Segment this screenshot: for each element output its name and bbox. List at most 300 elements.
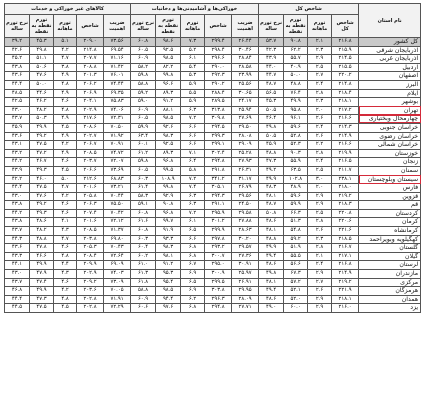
province-name-cell: اردبیل bbox=[359, 63, 421, 72]
value-cell: ۴.۸ bbox=[54, 295, 77, 304]
value-cell: ۷۱.۱۶ bbox=[104, 55, 131, 64]
value-cell: ۲.۸ bbox=[308, 89, 332, 98]
table-row bbox=[5, 244, 421, 253]
value-cell: ۶۷.۳ bbox=[284, 270, 308, 279]
value-cell: ۴.۶ bbox=[54, 158, 77, 167]
value-cell: ۵.۲ bbox=[181, 46, 205, 55]
value-cell: ۹۱.۲ bbox=[156, 261, 181, 270]
value-cell: ۸۹.۳ bbox=[156, 89, 181, 98]
header-sub: تورم نقطه به نقطه bbox=[156, 15, 181, 38]
value-cell: ۲۱۷.۲ bbox=[332, 106, 359, 115]
value-cell: ۴۷.۵ bbox=[30, 141, 54, 150]
value-cell: ۲۹.۵۸ bbox=[232, 209, 259, 218]
header-sub: ضریب اهمیت bbox=[232, 15, 259, 38]
value-cell: ۶.۵ bbox=[181, 227, 205, 236]
value-cell: ۷.۴ bbox=[181, 184, 205, 193]
table-row bbox=[5, 304, 421, 313]
value-cell: ۲.۵ bbox=[308, 166, 332, 175]
province-name-cell: مرکزی bbox=[359, 278, 421, 287]
value-cell: ۹۵.۴ bbox=[156, 278, 181, 287]
table-row bbox=[5, 72, 421, 81]
value-cell: ۲۹۹.۹ bbox=[205, 227, 232, 236]
value-cell: ۲۰۸.۵ bbox=[77, 227, 104, 236]
value-cell: ۴.۴ bbox=[54, 261, 77, 270]
value-cell: ۹۲.۹ bbox=[156, 192, 181, 201]
province-name-cell: خراسان رضوی bbox=[359, 132, 421, 141]
value-cell: ۲۱۴.۸ bbox=[332, 80, 359, 89]
value-cell: ۲.۴ bbox=[308, 80, 332, 89]
value-cell: ۲۰۱.۳ bbox=[77, 72, 104, 81]
value-cell: ۲۸.۰۸ bbox=[232, 132, 259, 141]
value-cell: ۹۰.۸ bbox=[284, 38, 308, 47]
value-cell: ۳۰۱.۲ bbox=[205, 218, 232, 227]
value-cell: ۴۷.۲ bbox=[30, 149, 54, 158]
value-cell: ۲۹۶.۶ bbox=[205, 55, 232, 64]
value-cell: ۴۲.۶ bbox=[5, 46, 30, 55]
value-cell: ۶۰.۶ bbox=[131, 304, 156, 313]
value-cell: ۴۶.۴ bbox=[259, 115, 284, 124]
value-cell: ۲۱۹.۲ bbox=[332, 278, 359, 287]
value-cell: ۵۹.۱ bbox=[131, 201, 156, 210]
value-cell: ۴۶.۸ bbox=[5, 287, 30, 296]
value-cell: ۳۱۳.۸ bbox=[205, 106, 232, 115]
value-cell: ۲۱۶.۸ bbox=[332, 38, 359, 47]
province-name-cell: سمنان bbox=[359, 166, 421, 175]
value-cell: ۹۲.۶ bbox=[156, 123, 181, 132]
value-cell: ۴.۸ bbox=[54, 80, 77, 89]
value-cell: ۲.۴ bbox=[308, 123, 332, 132]
value-cell: ۵۲.۸ bbox=[284, 132, 308, 141]
value-cell: ۵۹.۲ bbox=[284, 235, 308, 244]
value-cell: ۲۰۲.۷ bbox=[77, 132, 104, 141]
value-cell: ۲۹.۵۷ bbox=[232, 244, 259, 253]
value-cell: ۲۲۱.۶ bbox=[332, 227, 359, 236]
value-cell: ۶۰.۳ bbox=[131, 175, 156, 184]
value-cell: ۳۰.۶۵ bbox=[232, 89, 259, 98]
value-cell: ۶۸.۸۳ bbox=[104, 175, 131, 184]
value-cell: ۵۰.۳ bbox=[30, 115, 54, 124]
value-cell: ۶۹.۳۵ bbox=[104, 89, 131, 98]
value-cell: ۶.۳ bbox=[181, 192, 205, 201]
value-cell: ۶۹.۸۰ bbox=[104, 235, 131, 244]
header-province: نام استان bbox=[359, 4, 421, 38]
value-cell: ۵۹.۲ bbox=[131, 89, 156, 98]
value-cell: ۳۹.۲ bbox=[5, 38, 30, 47]
province-name-cell: یزد bbox=[359, 304, 421, 313]
value-cell: ۴۸.۷ bbox=[259, 201, 284, 210]
value-cell: ۷.۳ bbox=[181, 38, 205, 47]
value-cell: ۲۹۴.۵ bbox=[205, 123, 232, 132]
value-cell: ۶.۳ bbox=[181, 201, 205, 210]
value-cell: ۲۵.۵۶ bbox=[232, 80, 259, 89]
province-name-cell: فارس bbox=[359, 184, 421, 193]
value-cell: ۵.۸ bbox=[181, 166, 205, 175]
province-name-cell: قم bbox=[359, 201, 421, 210]
table-row bbox=[5, 132, 421, 141]
table-row bbox=[5, 55, 421, 64]
value-cell: ۲.۶ bbox=[308, 287, 332, 296]
value-cell: ۴.۹ bbox=[54, 72, 77, 81]
value-cell: ۴۹.۲ bbox=[30, 201, 54, 210]
province-name-cell: ایلام bbox=[359, 89, 421, 98]
table-row bbox=[5, 270, 421, 279]
value-cell: ۲۱۴.۹ bbox=[332, 132, 359, 141]
value-cell: ۶۳.۵ bbox=[284, 166, 308, 175]
value-cell: ۲۱۴.۳ bbox=[332, 123, 359, 132]
value-cell: ۷.۲ bbox=[181, 175, 205, 184]
value-cell: ۴.۶ bbox=[54, 98, 77, 107]
value-cell: ۲۹۰.۲ bbox=[205, 80, 232, 89]
value-cell: ۲۲۰.۶ bbox=[332, 218, 359, 227]
value-cell: ۴۹.۹ bbox=[30, 287, 54, 296]
province-name-cell: البرز bbox=[359, 80, 421, 89]
value-cell: ۲۰۸.۸ bbox=[77, 63, 104, 72]
value-cell: ۶۲.۲ bbox=[284, 46, 308, 55]
value-cell: ۵۹.۹ bbox=[131, 123, 156, 132]
value-cell: ۴.۶ bbox=[54, 244, 77, 253]
value-cell: ۶۰.۸ bbox=[131, 209, 156, 218]
value-cell: ۴۳.۳ bbox=[5, 252, 30, 261]
province-name-cell: کل کشور bbox=[359, 38, 421, 47]
value-cell: ۲۰۹.۹ bbox=[77, 261, 104, 270]
value-cell: ۵۰.۶ bbox=[30, 63, 54, 72]
value-cell: ۹۰.۸ bbox=[156, 201, 181, 210]
value-cell: ۴۴.۴ bbox=[5, 80, 30, 89]
value-cell: ۴۴.۰ bbox=[259, 63, 284, 72]
province-name-cell: گیلان bbox=[359, 252, 421, 261]
value-cell: ۵۵.۷ bbox=[284, 55, 308, 64]
value-cell: ۵۲.۱ bbox=[284, 287, 308, 296]
value-cell: ۲.۰ bbox=[308, 184, 332, 193]
value-cell: ۷۰.۴۳ bbox=[104, 244, 131, 253]
table-row bbox=[5, 235, 421, 244]
value-cell: ۹۱.۹ bbox=[156, 227, 181, 236]
value-cell: ۲۱۱.۷ bbox=[332, 166, 359, 175]
value-cell: ۴۸.۶ bbox=[30, 218, 54, 227]
value-cell: ۹۸.۳ bbox=[156, 132, 181, 141]
value-cell: ۲.۴ bbox=[308, 261, 332, 270]
value-cell: ۴۸.۵ bbox=[5, 89, 30, 98]
value-cell: ۹۹.۵ bbox=[156, 166, 181, 175]
value-cell: ۲.۳ bbox=[308, 98, 332, 107]
value-cell: ۹۸.۵ bbox=[156, 287, 181, 296]
value-cell: ۶۳.۴ bbox=[131, 132, 156, 141]
value-cell: ۹۸.۱ bbox=[156, 252, 181, 261]
value-cell: ۸۲.۲ bbox=[156, 63, 181, 72]
value-cell: ۴۹.۹ bbox=[30, 123, 54, 132]
value-cell: ۲۹۴.۸ bbox=[205, 158, 232, 167]
value-cell: ۲.۳ bbox=[308, 46, 332, 55]
value-cell: ۹۸.۵ bbox=[156, 115, 181, 124]
value-cell: ۵۶.۶ bbox=[284, 261, 308, 270]
table-row bbox=[5, 89, 421, 98]
value-cell: ۲۰۶.۹ bbox=[77, 89, 104, 98]
value-cell: ۲۱۸.۵ bbox=[332, 235, 359, 244]
value-cell: ۵۳.۷ bbox=[259, 38, 284, 47]
value-cell: ۲۰۲.۹ bbox=[77, 270, 104, 279]
value-cell: ۴۸.۶ bbox=[259, 295, 284, 304]
value-cell: ۴۸.۶ bbox=[259, 218, 284, 227]
value-cell: ۶.۴ bbox=[181, 158, 205, 167]
header-sub: تورم ماهانه bbox=[54, 15, 77, 38]
province-name-cell: آذربایجان شرقی bbox=[359, 46, 421, 55]
table-row bbox=[5, 184, 421, 193]
value-cell: ۶.۶ bbox=[181, 141, 205, 150]
value-cell: ۲۱۷.۱ bbox=[332, 252, 359, 261]
value-cell: ۶۶.۳ bbox=[284, 209, 308, 218]
value-cell: ۲۷.۳۶ bbox=[232, 252, 259, 261]
value-cell: ۹۱.۲ bbox=[156, 98, 181, 107]
value-cell: ۷۴.۰۶ bbox=[104, 106, 131, 115]
header-sub: نرخ تورم ساله bbox=[5, 15, 30, 38]
value-cell: ۴.۵ bbox=[54, 123, 77, 132]
value-cell: ۷۴.۴۴ bbox=[104, 80, 131, 89]
value-cell: ۶۱.۸ bbox=[131, 278, 156, 287]
value-cell: ۹۹.۷ bbox=[156, 218, 181, 227]
value-cell: ۷۲.۰۷ bbox=[104, 158, 131, 167]
table-body bbox=[5, 38, 421, 313]
value-cell: ۲۸.۸۴ bbox=[232, 55, 259, 64]
value-cell: ۹۹.۸ bbox=[156, 72, 181, 81]
value-cell: ۲.۸ bbox=[308, 218, 332, 227]
value-cell: ۶.۱ bbox=[181, 55, 205, 64]
value-cell: ۵.۳ bbox=[181, 72, 205, 81]
table-row bbox=[5, 46, 421, 55]
value-cell: ۴۴.۲ bbox=[5, 209, 30, 218]
value-cell: ۵۰.۵ bbox=[259, 132, 284, 141]
province-name-cell: آذربایجان غربی bbox=[359, 55, 421, 64]
value-cell: ۵۸.۸ bbox=[131, 80, 156, 89]
value-cell: ۱۰۸.۹ bbox=[156, 175, 181, 184]
value-cell: ۴.۵ bbox=[54, 166, 77, 175]
value-cell: ۴۳.۸ bbox=[5, 201, 30, 210]
value-cell: ۴۸.۸ bbox=[259, 235, 284, 244]
value-cell: ۴۸.۹ bbox=[284, 184, 308, 193]
table-row bbox=[5, 252, 421, 261]
value-cell: ۴۹.۳ bbox=[30, 166, 54, 175]
province-name-cell: خراسان جنوبی bbox=[359, 123, 421, 132]
value-cell: ۴۳.۱ bbox=[5, 141, 30, 150]
value-cell: ۲.۹ bbox=[308, 270, 332, 279]
value-cell: ۲۰۹.۰ bbox=[77, 38, 104, 47]
value-cell: ۷۰.۵۰ bbox=[104, 123, 131, 132]
value-cell: ۲۱۵.۵ bbox=[332, 63, 359, 72]
value-cell: ۲۰۳.۷ bbox=[77, 158, 104, 167]
value-cell: ۵۹.۹ bbox=[284, 201, 308, 210]
value-cell: ۲۰۷.۴ bbox=[77, 209, 104, 218]
value-cell: ۴۶.۶ bbox=[30, 252, 54, 261]
value-cell: ۴۵.۳ bbox=[259, 98, 284, 107]
value-cell: ۶.۸ bbox=[181, 252, 205, 261]
value-cell: ۹۰.۳ bbox=[284, 149, 308, 158]
value-cell: ۳۰۰.۷ bbox=[205, 252, 232, 261]
value-cell: ۴.۹ bbox=[54, 149, 77, 158]
value-cell: ۲۰۴.۱ bbox=[77, 98, 104, 107]
value-cell: ۴۷.۹ bbox=[30, 270, 54, 279]
value-cell: ۲۵.۹۷ bbox=[232, 270, 259, 279]
value-cell: ۷۱.۹۱ bbox=[104, 295, 131, 304]
value-cell: ۶۱.۲ bbox=[131, 149, 156, 158]
value-cell: ۶.۶ bbox=[181, 132, 205, 141]
value-cell: ۹۶.۸ bbox=[156, 209, 181, 218]
value-cell: ۲.۸ bbox=[308, 244, 332, 253]
value-cell: ۴۵.۳ bbox=[30, 38, 54, 47]
value-cell: ۲۷.۹۳ bbox=[232, 158, 259, 167]
value-cell: ۲.۷ bbox=[308, 72, 332, 81]
table-row bbox=[5, 166, 421, 175]
value-cell: ۳.۰ bbox=[308, 175, 332, 184]
value-cell: ۴.۲ bbox=[54, 287, 77, 296]
value-cell: ۷۳.۵۶ bbox=[104, 38, 131, 47]
value-cell: ۲۱۶.۶ bbox=[332, 115, 359, 124]
province-name-cell: کهگیلویه وبویراحمد bbox=[359, 235, 421, 244]
value-cell: ۲۶.۷۹ bbox=[232, 184, 259, 193]
value-cell: ۴۹.۴ bbox=[259, 287, 284, 296]
value-cell: ۲۱۸.۴ bbox=[332, 89, 359, 98]
value-cell: ۷۳.۲۱ bbox=[104, 184, 131, 193]
value-cell: ۳۰۹.۸ bbox=[205, 115, 232, 124]
value-cell: ۵.۵ bbox=[181, 89, 205, 98]
value-cell: ۲۱۵.۹ bbox=[332, 46, 359, 55]
value-cell: ۴۳.۷ bbox=[5, 227, 30, 236]
value-cell: ۲۱۸.۱ bbox=[332, 295, 359, 304]
value-cell: ۲.۴ bbox=[308, 158, 332, 167]
value-cell: ۲۲۰.۸ bbox=[332, 209, 359, 218]
header-sub-row bbox=[5, 15, 421, 38]
province-name-cell: چهارمحال وبختیاری bbox=[359, 115, 421, 124]
table-row bbox=[5, 192, 421, 201]
value-cell: ۴۵.۹ bbox=[5, 123, 30, 132]
value-cell: ۲۳.۹۹ bbox=[232, 72, 259, 81]
header-group-nonfood: کالاهای غیر خوراکی و خدمات bbox=[5, 4, 131, 15]
value-cell: ۷۵.۸۳ bbox=[104, 98, 131, 107]
province-name-cell: بوشهر bbox=[359, 98, 421, 107]
value-cell: ۴.۸ bbox=[54, 252, 77, 261]
value-cell: ۲.۹ bbox=[308, 55, 332, 64]
value-cell: ۴.۳ bbox=[54, 270, 77, 279]
value-cell: ۲۰۳.۶ bbox=[77, 287, 104, 296]
value-cell: ۴۳.۰ bbox=[5, 106, 30, 115]
province-name-cell: قزوین bbox=[359, 192, 421, 201]
value-cell: ۶۱.۰ bbox=[131, 261, 156, 270]
value-cell: ۵۹.۸ bbox=[131, 158, 156, 167]
value-cell: ۷۶.۰۱ bbox=[104, 72, 131, 81]
value-cell: ۲۹۸.۴ bbox=[205, 46, 232, 55]
value-cell: ۴۳.۶ bbox=[5, 72, 30, 81]
value-cell: ۲۷.۸۸ bbox=[232, 218, 259, 227]
value-cell: ۲.۹ bbox=[308, 201, 332, 210]
value-cell: ۶.۳ bbox=[181, 106, 205, 115]
value-cell: ۲۰۱.۶ bbox=[77, 218, 104, 227]
value-cell: ۴.۶ bbox=[54, 201, 77, 210]
value-cell: ۷۳.۶۹ bbox=[104, 166, 131, 175]
inflation-table-container bbox=[4, 3, 420, 407]
value-cell: ۴۷.۵ bbox=[30, 304, 54, 313]
value-cell: ۲۰۲.۹ bbox=[77, 106, 104, 115]
value-cell: ۷۱.۹۲ bbox=[104, 132, 131, 141]
value-cell: ۶.۲ bbox=[181, 295, 205, 304]
value-cell: ۴۶.۰ bbox=[30, 175, 54, 184]
value-cell: ۲۰۸.۶ bbox=[77, 123, 104, 132]
value-cell: ۲۰۱.۶ bbox=[77, 184, 104, 193]
table-row bbox=[5, 63, 421, 72]
value-cell: ۵۹.۸ bbox=[131, 72, 156, 81]
value-cell: ۸۹.۳ bbox=[156, 149, 181, 158]
value-cell: ۷۰.۴۲ bbox=[104, 209, 131, 218]
value-cell: ۵۹.۶ bbox=[284, 192, 308, 201]
table-row bbox=[5, 227, 421, 236]
value-cell: ۲.۶ bbox=[308, 115, 332, 124]
value-cell: ۶۰.۱ bbox=[131, 141, 156, 150]
value-cell: ۷.۱ bbox=[181, 149, 205, 158]
value-cell: ۷۰.۹۱ bbox=[104, 141, 131, 150]
table-row bbox=[5, 141, 421, 150]
value-cell: ۱۰۲.۸ bbox=[284, 175, 308, 184]
value-cell: ۲.۵ bbox=[308, 63, 332, 72]
province-name-cell: اصفهان bbox=[359, 72, 421, 81]
value-cell: ۴۰.۹ bbox=[284, 63, 308, 72]
value-cell: ۲۹۳.۲ bbox=[205, 244, 232, 253]
value-cell: ۲۹۹.۳ bbox=[205, 132, 232, 141]
value-cell: ۷۲.۶۴ bbox=[104, 252, 131, 261]
header-sub: شاخص bbox=[77, 15, 104, 38]
province-name-cell: کردستان bbox=[359, 209, 421, 218]
value-cell: ۲۱۶.۶ bbox=[332, 141, 359, 150]
value-cell: ۴۳.۰ bbox=[5, 270, 30, 279]
value-cell: ۸۸.۱ bbox=[156, 106, 181, 115]
value-cell: ۵۸.۸ bbox=[131, 287, 156, 296]
value-cell: ۴۷.۳ bbox=[259, 158, 284, 167]
value-cell: ۴۹.۲ bbox=[30, 132, 54, 141]
value-cell: ۳۰۳.۸ bbox=[205, 287, 232, 296]
value-cell: ۲۰۵.۸ bbox=[77, 192, 104, 201]
value-cell: ۵۲.۳ bbox=[284, 141, 308, 150]
value-cell: ۲۰۷.۷ bbox=[77, 55, 104, 64]
value-cell: ۵۸.۲ bbox=[131, 63, 156, 72]
value-cell: ۴۹.۸ bbox=[30, 46, 54, 55]
value-cell: ۴۸.۲ bbox=[30, 227, 54, 236]
table-row bbox=[5, 261, 421, 270]
header-sub: تورم ماهانه bbox=[181, 15, 205, 38]
value-cell: ۴۳.۰ bbox=[5, 192, 30, 201]
table-row bbox=[5, 158, 421, 167]
value-cell: ۴۷.۵ bbox=[30, 184, 54, 193]
value-cell: ۶۰.۹ bbox=[131, 295, 156, 304]
province-name-cell: مازندران bbox=[359, 270, 421, 279]
value-cell: ۲۹.۰۹ bbox=[232, 141, 259, 150]
header-sub: تورم ماهانه bbox=[308, 15, 332, 38]
value-cell: ۲۱۹.۹ bbox=[332, 149, 359, 158]
value-cell: ۲۱۴.۹ bbox=[332, 270, 359, 279]
value-cell: ۴۴.۶ bbox=[30, 89, 54, 98]
value-cell: ۳۰.۴۶ bbox=[232, 46, 259, 55]
province-name-cell: گلستان bbox=[359, 244, 421, 253]
value-cell: ۶.۶ bbox=[181, 235, 205, 244]
value-cell: ۴۳.۹ bbox=[5, 166, 30, 175]
value-cell: ۲۱۴.۵ bbox=[332, 55, 359, 64]
value-cell: ۲۵.۹۴ bbox=[232, 106, 259, 115]
table-row bbox=[5, 295, 421, 304]
value-cell: ۲۱۹.۲ bbox=[332, 192, 359, 201]
value-cell: ۲۹۵.۹ bbox=[205, 209, 232, 218]
value-cell: ۷۳.۰۹ bbox=[104, 278, 131, 287]
value-cell: ۴۸.۸ bbox=[259, 149, 284, 158]
header-sub: تورم نقطه به نقطه bbox=[284, 15, 308, 38]
value-cell: ۴۳.۶ bbox=[5, 244, 30, 253]
value-cell: ۴۴.۵ bbox=[5, 304, 30, 313]
value-cell: ۲۲۰.۲ bbox=[332, 72, 359, 81]
value-cell: ۲۰۶.۳ bbox=[77, 201, 104, 210]
